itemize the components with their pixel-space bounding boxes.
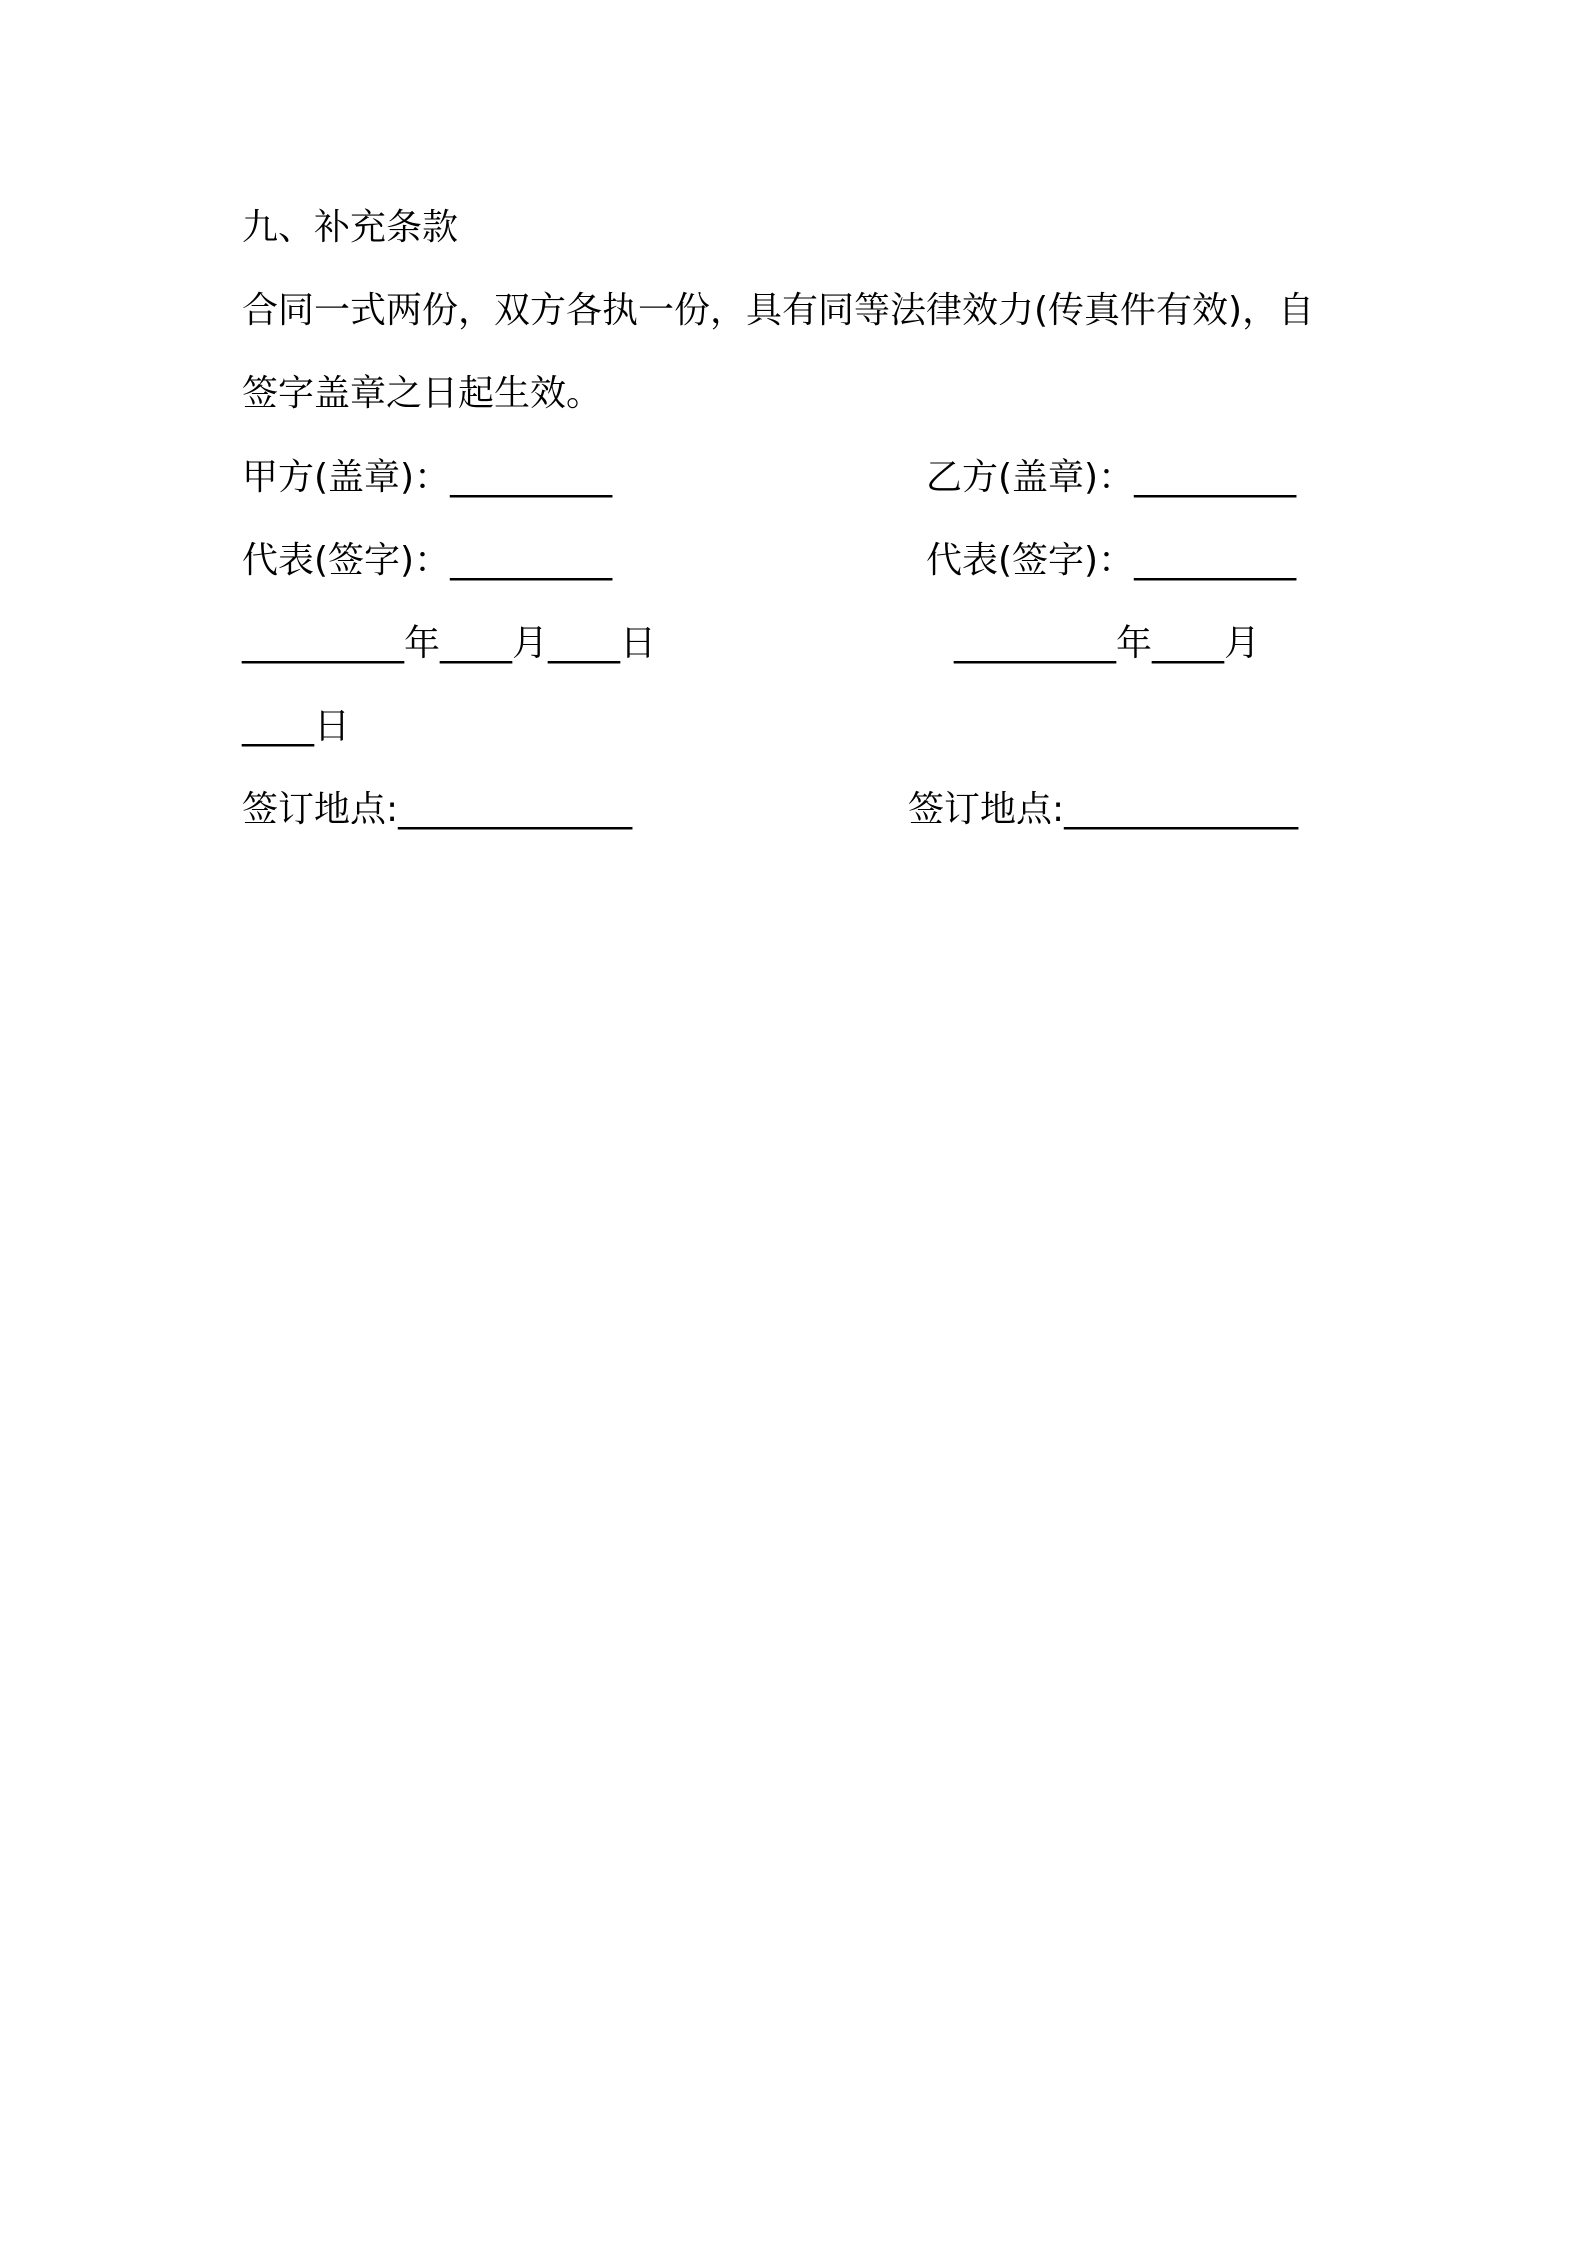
party-b-representative-field: 代表(签字)：_________ xyxy=(926,540,1297,581)
party-a-representative-field: 代表(签字)：_________ xyxy=(242,540,613,581)
party-b-signing-place-field: 签订地点:_____________ xyxy=(908,789,1299,830)
party-a-seal-field: 甲方(盖章)：_________ xyxy=(242,457,613,498)
section-heading: 九、补充条款 xyxy=(242,207,459,248)
party-b-date-field: _________年____月 xyxy=(954,623,1260,664)
party-a-signing-place-field: 签订地点:_____________ xyxy=(242,789,633,830)
clause-text-line-1: 合同一式两份，双方各执一份，具有同等法律效力(传真件有效)，自 xyxy=(242,290,1315,331)
party-b-date-day-field: ____日 xyxy=(242,706,351,747)
party-b-seal-field: 乙方(盖章)：_________ xyxy=(926,457,1297,498)
party-a-date-field: _________年____月____日 xyxy=(242,623,656,664)
clause-text-line-2: 签字盖章之日起生效。 xyxy=(242,373,603,414)
